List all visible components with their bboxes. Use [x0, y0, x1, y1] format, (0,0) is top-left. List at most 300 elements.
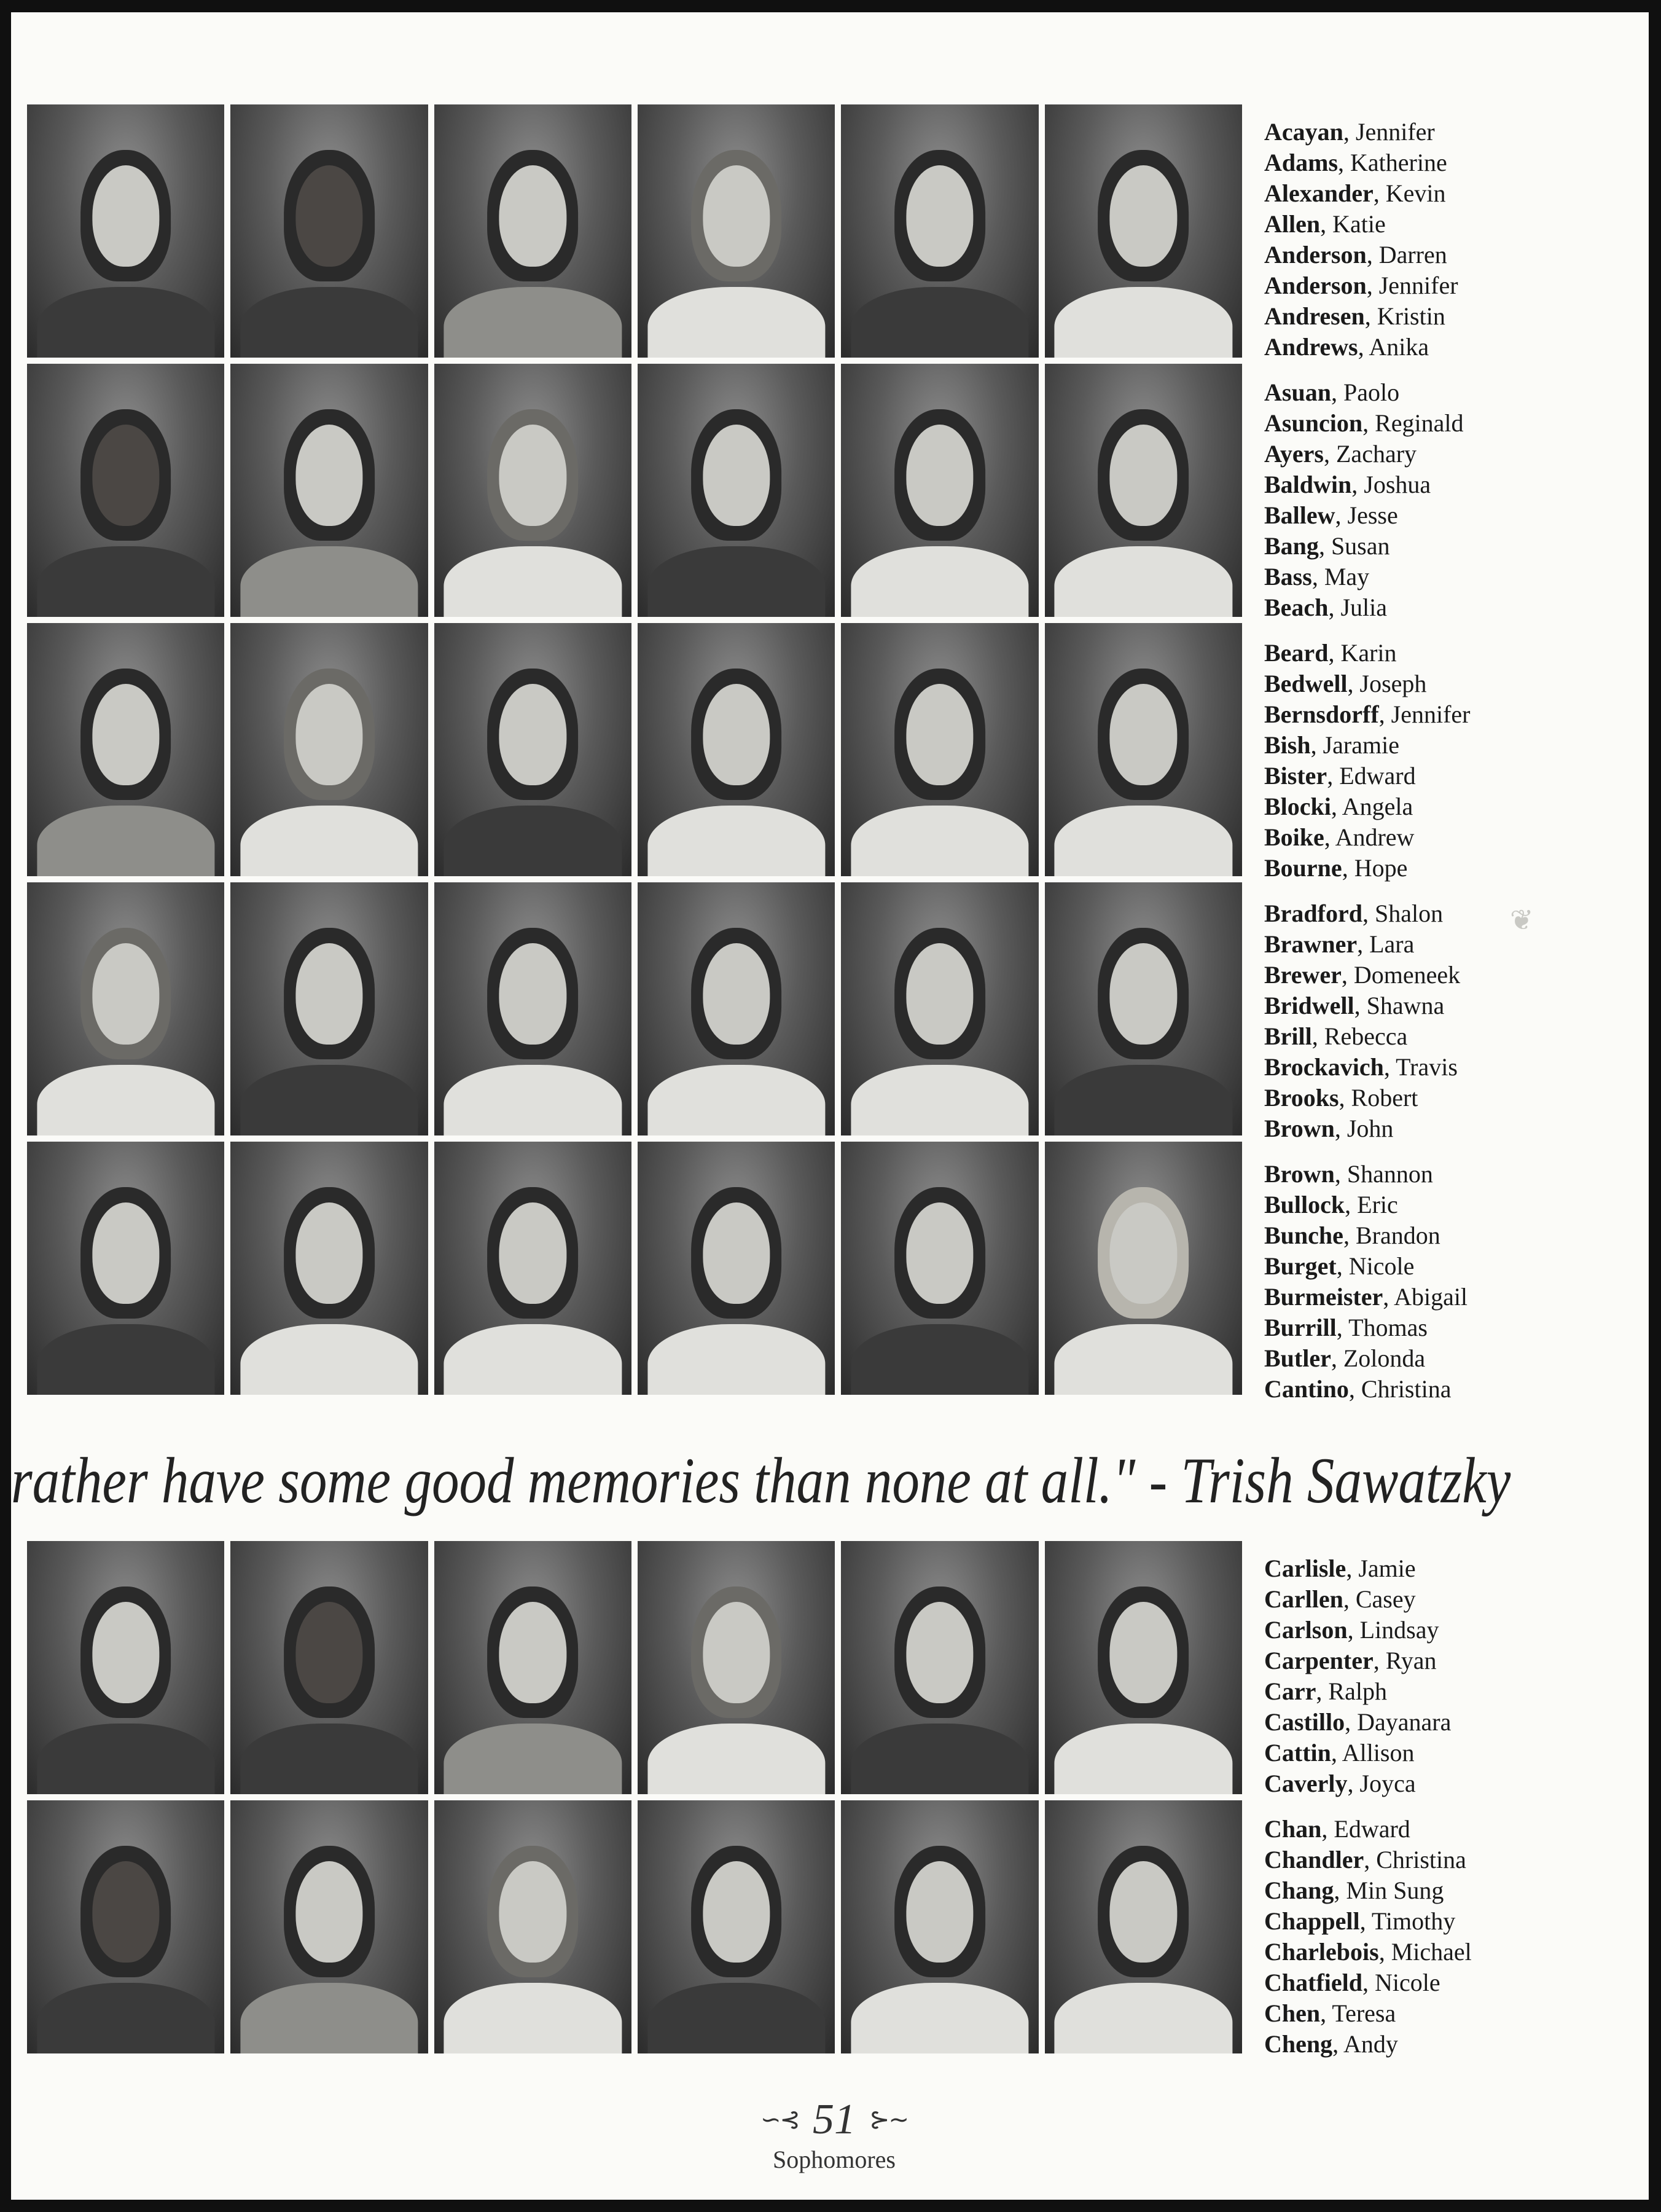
student-portrait [638, 882, 835, 1135]
portrait-body [444, 1324, 622, 1395]
portrait-body [444, 1983, 622, 2053]
name-separator: , [1331, 1739, 1342, 1767]
portrait-body [647, 287, 825, 358]
first-name: Hope [1354, 854, 1408, 882]
student-portrait [434, 364, 631, 617]
student-name [1264, 1814, 1645, 1845]
name-separator: , [1347, 1770, 1360, 1797]
student-name [1264, 853, 1645, 884]
student-name [1264, 1906, 1645, 1937]
last-name: Bass [1264, 563, 1312, 590]
student-name [1264, 301, 1645, 332]
student-portrait [841, 1142, 1038, 1395]
name-separator: , [1362, 409, 1375, 437]
first-name: Eric [1357, 1191, 1398, 1218]
student-name [1264, 1998, 1645, 2029]
name-separator: , [1345, 1708, 1358, 1736]
first-name: Jesse [1347, 501, 1398, 529]
last-name: Cheng [1264, 2030, 1333, 2058]
portrait-body [444, 1065, 622, 1135]
student-name [1264, 377, 1645, 408]
last-name: Ballew [1264, 501, 1335, 529]
student-portrait [27, 104, 224, 358]
first-name: Thomas [1348, 1314, 1428, 1341]
portrait-face [1110, 425, 1177, 526]
last-name: Carlson [1264, 1616, 1348, 1644]
name-separator: , [1336, 1252, 1349, 1280]
student-portrait [841, 1800, 1038, 2053]
student-name [1264, 1937, 1645, 1967]
portrait-body [1055, 1324, 1232, 1395]
first-name: Ryan [1385, 1647, 1437, 1674]
last-name: Brown [1264, 1115, 1335, 1142]
name-separator: , [1383, 1283, 1394, 1311]
first-name: Kevin [1385, 179, 1446, 207]
portrait-body [647, 546, 825, 617]
name-separator: , [1310, 731, 1323, 759]
name-group-gap [1264, 363, 1645, 377]
student-name [1264, 209, 1645, 240]
name-separator: , [1357, 930, 1370, 958]
first-name: Julia [1340, 594, 1387, 621]
portrait-face [1110, 165, 1177, 267]
student-name [1264, 592, 1645, 623]
name-separator: , [1335, 501, 1348, 529]
student-portrait [841, 882, 1038, 1135]
student-name [1264, 1645, 1645, 1676]
last-name: Blocki [1264, 793, 1331, 820]
student-name [1264, 1553, 1645, 1584]
last-name: Bullock [1264, 1191, 1345, 1218]
student-name [1264, 730, 1645, 761]
student-portrait [434, 882, 631, 1135]
portrait-body [444, 287, 622, 358]
portrait-body [37, 546, 214, 617]
first-name: Anika [1369, 333, 1429, 361]
student-portrait [230, 882, 428, 1135]
name-separator: , [1383, 1053, 1396, 1081]
name-group-gap [1264, 623, 1645, 638]
name-separator: , [1358, 333, 1369, 361]
portrait-body [37, 1724, 214, 1794]
first-name: Allison [1342, 1739, 1415, 1767]
last-name: Adams [1264, 149, 1339, 176]
first-name: Kristin [1377, 302, 1445, 330]
portrait-body [444, 806, 622, 876]
last-name: Bunche [1264, 1222, 1343, 1249]
portrait-face [906, 684, 973, 785]
first-name: Joseph [1359, 670, 1427, 697]
first-name: Christina [1376, 1846, 1466, 1873]
student-portrait [638, 623, 835, 876]
portrait-face [499, 1202, 566, 1304]
last-name: Andrews [1264, 333, 1358, 361]
first-name: Jennifer [1378, 272, 1458, 299]
last-name: Carr [1264, 1677, 1316, 1705]
student-name [1264, 669, 1645, 699]
student-name [1264, 761, 1645, 791]
portrait-face [295, 684, 362, 785]
student-name [1264, 1707, 1645, 1738]
first-name: Dayanara [1357, 1708, 1452, 1736]
portrait-face [1110, 1202, 1177, 1304]
portrait-face [1110, 1602, 1177, 1703]
portrait-body [37, 1065, 214, 1135]
name-separator: , [1359, 1907, 1372, 1935]
name-group-gap [1264, 1144, 1645, 1159]
last-name: Chan [1264, 1815, 1322, 1843]
last-name: Carpenter [1264, 1647, 1374, 1674]
student-name [1264, 1845, 1645, 1875]
portrait-face [92, 943, 159, 1045]
last-name: Beach [1264, 594, 1329, 621]
name-separator: , [1347, 670, 1360, 697]
first-name: Angela [1342, 793, 1413, 820]
portrait-face [92, 165, 159, 267]
last-name: Chappell [1264, 1907, 1360, 1935]
first-name: Andrew [1335, 823, 1415, 851]
first-name: Teresa [1332, 1999, 1396, 2027]
portrait-body [851, 1724, 1028, 1794]
last-name: Brill [1264, 1022, 1312, 1050]
portrait-body [240, 1324, 418, 1395]
student-portrait [1045, 623, 1242, 876]
name-separator: , [1362, 1969, 1375, 1996]
first-name: Min Sung [1346, 1877, 1444, 1904]
name-separator: , [1331, 793, 1342, 820]
flourish-left-icon: ∽⊰ [760, 2106, 799, 2133]
name-separator: , [1338, 149, 1351, 176]
portrait-body [240, 287, 418, 358]
portrait-face [906, 165, 973, 267]
portrait-body [851, 806, 1028, 876]
portrait-body [647, 1983, 825, 2053]
last-name: Carlisle [1264, 1555, 1346, 1582]
first-name: Susan [1331, 532, 1390, 560]
name-separator: , [1343, 1585, 1356, 1613]
name-separator: , [1332, 2030, 1343, 2058]
portrait-body [1055, 806, 1232, 876]
student-portrait [434, 1800, 631, 2053]
student-portrait [27, 1541, 224, 1794]
last-name: Chang [1264, 1877, 1334, 1904]
first-name: Robert [1351, 1084, 1418, 1112]
student-name [1264, 408, 1645, 439]
student-name [1264, 822, 1645, 853]
name-separator: , [1339, 1084, 1351, 1112]
portrait-face [906, 943, 973, 1045]
student-name [1264, 332, 1645, 363]
student-name [1264, 2029, 1645, 2060]
portrait-face [703, 1602, 770, 1703]
portrait-face [295, 165, 362, 267]
student-portrait [1045, 104, 1242, 358]
last-name: Bridwell [1264, 992, 1354, 1019]
student-portrait [841, 1541, 1038, 1794]
student-portrait [1045, 1541, 1242, 1794]
portrait-body [37, 806, 214, 876]
portrait-body [240, 1983, 418, 2053]
last-name: Boike [1264, 823, 1324, 851]
last-name: Asuan [1264, 378, 1331, 406]
first-name: Paolo [1343, 378, 1400, 406]
portrait-body [851, 546, 1028, 617]
student-portrait [230, 364, 428, 617]
first-name: Domeneek [1353, 961, 1461, 989]
student-portrait [638, 1142, 835, 1395]
student-name [1264, 1113, 1645, 1144]
student-portrait [230, 1142, 428, 1395]
last-name: Chatfield [1264, 1969, 1362, 1996]
portrait-body [851, 1324, 1028, 1395]
student-portrait [638, 104, 835, 358]
student-portrait [1045, 364, 1242, 617]
first-name: Edward [1339, 762, 1416, 790]
last-name: Brooks [1264, 1084, 1339, 1112]
student-name [1264, 1343, 1645, 1374]
name-separator: , [1345, 1191, 1358, 1218]
name-separator: , [1366, 272, 1379, 299]
student-portrait [1045, 882, 1242, 1135]
student-name [1264, 699, 1645, 730]
name-separator: , [1378, 1938, 1391, 1966]
name-separator: , [1316, 1677, 1329, 1705]
first-name: John [1346, 1115, 1394, 1142]
name-group-gap [1264, 1799, 1645, 1814]
portrait-face [1110, 684, 1177, 785]
portrait-face [92, 684, 159, 785]
last-name: Bradford [1264, 900, 1362, 927]
last-name: Butler [1264, 1344, 1331, 1372]
first-name: Katherine [1350, 149, 1447, 176]
name-separator: , [1334, 1877, 1346, 1904]
portrait-body [1055, 1724, 1232, 1794]
first-name: Jennifer [1391, 700, 1471, 728]
name-separator: , [1324, 823, 1335, 851]
portrait-face [92, 1602, 159, 1703]
first-name: Ralph [1328, 1677, 1387, 1705]
student-name [1264, 1021, 1645, 1052]
portrait-body [240, 1065, 418, 1135]
student-portrait [27, 1142, 224, 1395]
student-name [1264, 531, 1645, 562]
last-name: Ayers [1264, 440, 1324, 468]
student-portrait [434, 623, 631, 876]
student-name [1264, 1967, 1645, 1998]
student-portrait [434, 1142, 631, 1395]
portrait-face [92, 1861, 159, 1963]
name-list-top [1264, 117, 1645, 1405]
portrait-face [1110, 1861, 1177, 1963]
portrait-body [37, 287, 214, 358]
last-name: Castillo [1264, 1708, 1345, 1736]
last-name: Asuncion [1264, 409, 1363, 437]
last-name: Chen [1264, 1999, 1321, 2027]
portrait-body [240, 1724, 418, 1794]
student-name [1264, 1220, 1645, 1251]
student-portrait [434, 104, 631, 358]
first-name: Joyca [1359, 1770, 1416, 1797]
first-name: Shalon [1375, 900, 1444, 927]
name-separator: , [1373, 1647, 1386, 1674]
first-name: Rebecca [1324, 1022, 1408, 1050]
name-list-bottom [1264, 1553, 1645, 2060]
name-separator: , [1341, 961, 1354, 989]
student-name [1264, 439, 1645, 469]
student-portrait [434, 1541, 631, 1794]
first-name: Travis [1396, 1053, 1458, 1081]
name-separator: , [1348, 1375, 1361, 1403]
portrait-body [1055, 287, 1232, 358]
portrait-face [1110, 943, 1177, 1045]
name-separator: , [1362, 900, 1375, 927]
portrait-body [444, 546, 622, 617]
first-name: Katie [1332, 210, 1386, 238]
name-separator: , [1347, 1616, 1360, 1644]
student-portrait [230, 1541, 428, 1794]
portrait-face [499, 684, 566, 785]
student-portrait [638, 1800, 835, 2053]
name-separator: , [1364, 302, 1377, 330]
last-name: Beard [1264, 639, 1329, 667]
last-name: Bernsdorff [1264, 700, 1379, 728]
student-portrait [27, 623, 224, 876]
name-separator: , [1364, 1846, 1377, 1873]
last-name: Acayan [1264, 118, 1343, 146]
page-footer [656, 2095, 1012, 2175]
name-separator: , [1342, 854, 1354, 882]
student-name [1264, 1584, 1645, 1615]
last-name: Bang [1264, 532, 1319, 560]
last-name: Cattin [1264, 1739, 1331, 1767]
student-name [1264, 990, 1645, 1021]
student-portrait [1045, 1142, 1242, 1395]
name-separator: , [1324, 440, 1336, 468]
name-separator: , [1320, 1999, 1332, 2027]
name-separator: , [1366, 241, 1379, 269]
student-portrait [27, 1800, 224, 2053]
student-name [1264, 1374, 1645, 1405]
first-name: Edward [1334, 1815, 1410, 1843]
name-separator: , [1331, 378, 1343, 406]
student-name [1264, 1875, 1645, 1906]
student-name [1264, 1282, 1645, 1312]
first-name: Timothy [1371, 1907, 1456, 1935]
student-portrait [27, 364, 224, 617]
portrait-body [37, 1324, 214, 1395]
last-name: Chandler [1264, 1846, 1364, 1873]
portrait-face [703, 425, 770, 526]
last-name: Andresen [1264, 302, 1365, 330]
portrait-face [295, 1861, 362, 1963]
student-name [1264, 147, 1645, 178]
portrait-body [647, 1065, 825, 1135]
last-name: Burmeister [1264, 1283, 1383, 1311]
student-name [1264, 117, 1645, 147]
first-name: Darren [1378, 241, 1447, 269]
first-name: Shannon [1346, 1160, 1433, 1188]
first-name: Nicole [1348, 1252, 1415, 1280]
last-name: Brown [1264, 1160, 1335, 1188]
portrait-body [647, 1324, 825, 1395]
name-separator: , [1327, 762, 1340, 790]
quote-banner: rather have some good memories than none at all." - Trish Sawatzky [11, 1445, 1511, 1516]
first-name: May [1324, 563, 1370, 590]
first-name: Jaramie [1323, 731, 1399, 759]
last-name: Caverly [1264, 1770, 1348, 1797]
first-name: Reginald [1375, 409, 1464, 437]
last-name: Bourne [1264, 854, 1342, 882]
last-name: Baldwin [1264, 471, 1352, 498]
portrait-face [295, 1602, 362, 1703]
last-name: Bister [1264, 762, 1327, 790]
last-name: Alexander [1264, 179, 1374, 207]
first-name: Michael [1391, 1938, 1472, 1966]
last-name: Allen [1264, 210, 1321, 238]
first-name: Zachary [1336, 440, 1417, 468]
last-name: Anderson [1264, 241, 1367, 269]
portrait-body [1055, 1983, 1232, 2053]
student-portrait [841, 623, 1038, 876]
student-name [1264, 500, 1645, 531]
last-name: Carllen [1264, 1585, 1343, 1613]
name-separator: , [1354, 992, 1367, 1019]
student-name [1264, 1312, 1645, 1343]
portrait-face [703, 1202, 770, 1304]
portrait-face [703, 684, 770, 785]
portrait-face [499, 1861, 566, 1963]
student-portrait [230, 623, 428, 876]
first-name: Christina [1361, 1375, 1452, 1403]
student-portrait [27, 882, 224, 1135]
last-name: Charlebois [1264, 1938, 1379, 1966]
last-name: Brockavich [1264, 1053, 1384, 1081]
student-name [1264, 898, 1645, 929]
student-name [1264, 1052, 1645, 1083]
portrait-face [906, 1602, 973, 1703]
portrait-face [499, 943, 566, 1045]
first-name: Zolonda [1343, 1344, 1426, 1372]
portrait-face [92, 1202, 159, 1304]
portrait-face [499, 425, 566, 526]
portrait-face [499, 165, 566, 267]
portrait-face [906, 425, 973, 526]
portrait-body [1055, 1065, 1232, 1135]
portrait-face [295, 943, 362, 1045]
student-name [1264, 270, 1645, 301]
name-separator: , [1311, 1022, 1324, 1050]
flourish-right-icon: ⊱∼ [869, 2106, 909, 2133]
first-name: Karin [1340, 639, 1397, 667]
first-name: Abigail [1394, 1283, 1468, 1311]
first-name: Shawna [1366, 992, 1445, 1019]
student-name [1264, 178, 1645, 209]
first-name: Casey [1355, 1585, 1416, 1613]
first-name: Lara [1369, 930, 1415, 958]
last-name: Cantino [1264, 1375, 1349, 1403]
portrait-face [295, 425, 362, 526]
name-separator: , [1334, 1115, 1347, 1142]
student-portrait [230, 1800, 428, 2053]
yearbook-page [11, 12, 1649, 2200]
student-name [1264, 791, 1645, 822]
portrait-face [703, 1861, 770, 1963]
portrait-face [906, 1861, 973, 1963]
student-portrait [638, 1541, 835, 1794]
portrait-face [703, 165, 770, 267]
student-name [1264, 1615, 1645, 1645]
portrait-grid-bottom [27, 1541, 1242, 2053]
